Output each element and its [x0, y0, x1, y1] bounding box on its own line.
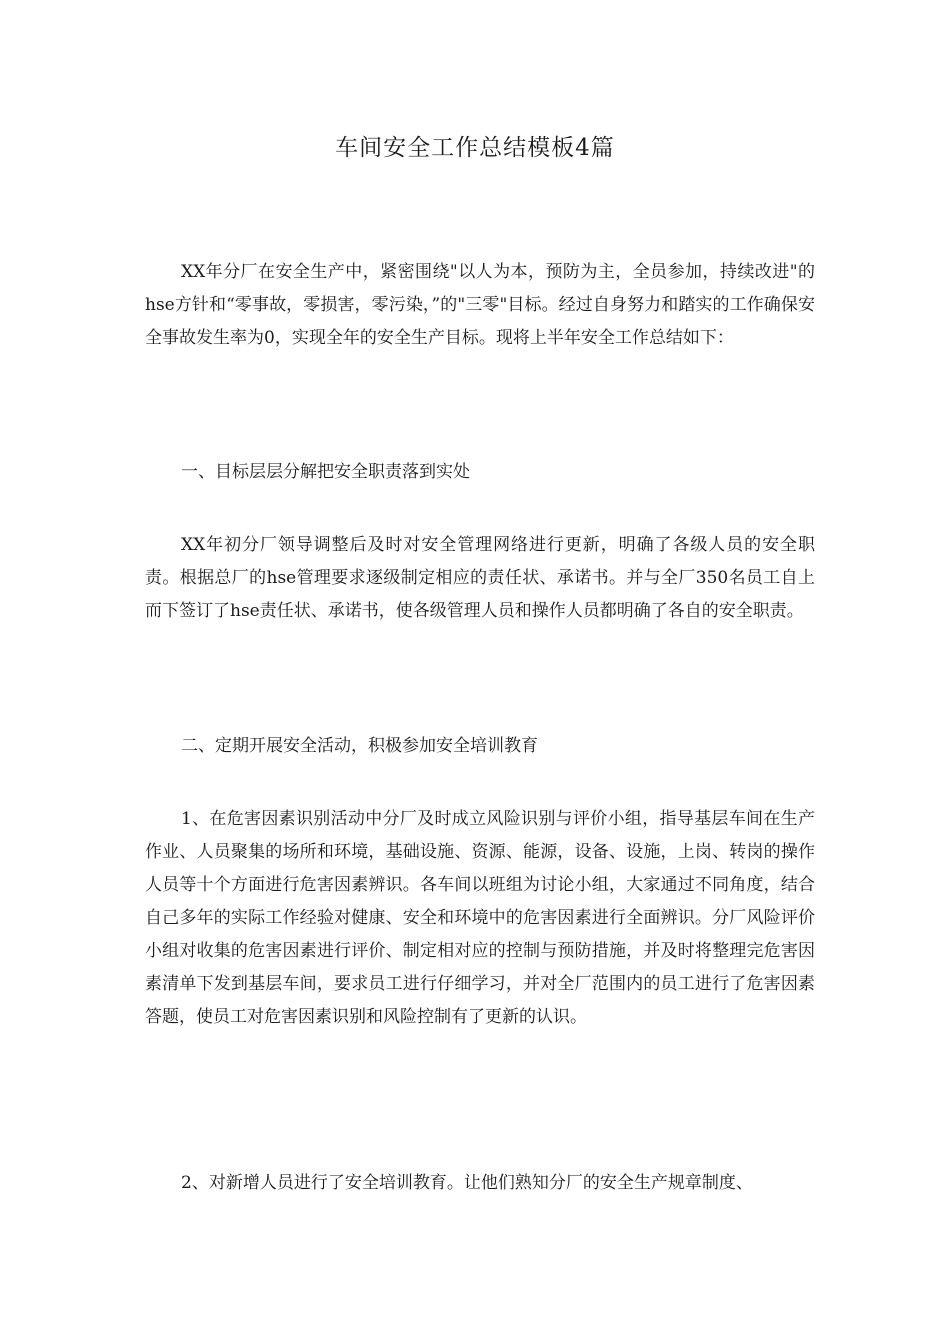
section-heading-2: 二、定期开展安全活动，积极参加安全培训教育: [181, 736, 538, 756]
section-heading-1: 一、目标层层分解把安全职责落到实处: [181, 462, 470, 482]
list-item-1-paragraph: 1、在危害因素识别活动中分厂及时成立风险识别与评价小组，指导基层车间在生产作业、人员聚集的场所和环境，基础设施、资源、能源，设备、设施，上岗、转岗的操作人员等十个方面进行危害因素辨识。各车间以班组为讨论小组，大家通过不同角度，结合自己多年的实际工作经验对健康、安全和环境中的危害因素进行全面辨识。分厂风险评价小组对收集的危害因素进行评价、制定相对应的控制与预防措施，并及时将整理完危害因素清单下发到基层车间，要求员工进行仔细学习，并对全厂范围内的员工进行了危害因素答题，使员工对危害因素识别和风险控制有了更新的认识。: [145, 809, 815, 1027]
intro-paragraph: XX年分厂在安全生产中，紧密围绕"以人为本，预防为主，全员参加，持续改进"的hse方针和“零事故，零损害，零污染，”的"三零"目标。经过自身努力和踏实的工作确保安全事故发生率为0，实现全年的安全生产目标。现将上半年安全工作总结如下：: [145, 262, 815, 348]
list-item-2-paragraph: 2、对新增人员进行了安全培训教育。让他们熟知分厂的安全生产规章制度、: [181, 1173, 753, 1193]
section-1-paragraph: XX年初分厂领导调整后及时对安全管理网络进行更新，明确了各级人员的安全职责。根据总厂的hse管理要求逐级制定相应的责任状、承诺书。并与全厂350名员工自上而下签订了hse责任状、承诺书，使各级管理人员和操作人员都明确了各自的安全职责。: [145, 535, 815, 621]
document-title: 车间安全工作总结模板4篇: [335, 135, 615, 161]
